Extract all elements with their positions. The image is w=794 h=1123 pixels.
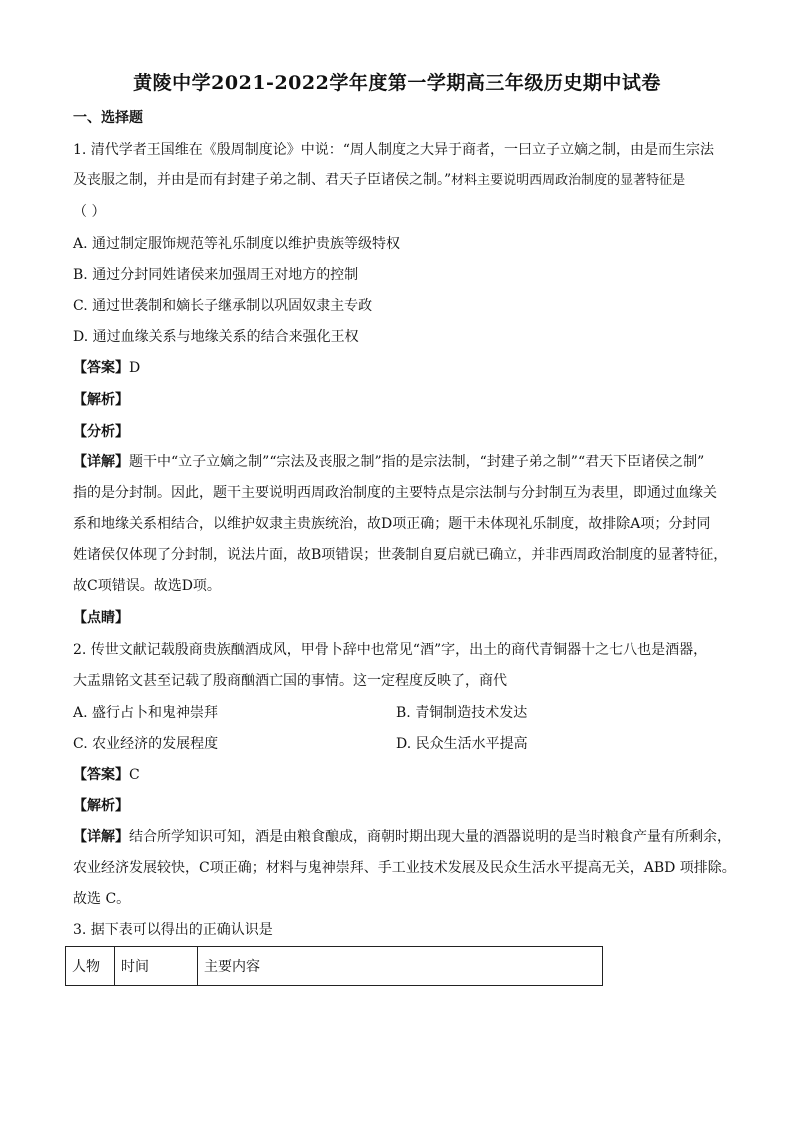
q1-answer-value: D <box>129 360 141 376</box>
q2-option-c: C. 农业经济的发展程度 <box>73 736 219 752</box>
q1-detail-line4: 姓诸侯仅体现了分封制，说法片面，故B项错误；世袭制自夏启就已确立，并非西周政治制度的显著特征， <box>73 547 728 563</box>
q1-detail-line1 <box>73 452 704 472</box>
q1-detail-line2: 指的是分封制。因此，题干主要说明西周政治制度的主要特点是宗法制与分封制互为表里，即通过血缘关 <box>73 485 717 501</box>
q1-option-c: C. 通过世袭制和嫡长子继承制以巩固奴隶主专政 <box>73 298 373 314</box>
q1-detail-line3: 系和地缘关系相结合，以维护奴隶主贵族统治，故D项正确；题干未体现礼乐制度，故排除A项；分封同 <box>73 516 711 532</box>
q2-option-a: A. 盛行占卜和鬼神崇拜 <box>73 705 219 721</box>
q1-stem-quote-end: 及丧服之制，并由是而有封建子弟之制、君天子臣诸侯之制。” <box>73 172 452 188</box>
answer-tag: 【答案】 <box>73 767 129 783</box>
q1-detail-text: 题干中“立子立嫡之制”“宗法及丧服之制”指的是宗法制，“封建子弟之制”“君天下臣诸侯之制” <box>129 454 705 470</box>
q2-detail-text: 结合所学知识可知，酒是由粮食酿成，商朝时期出现大量的酒器说明的是当时粮食产量有所剩余， <box>129 829 731 845</box>
page-title: 黄陵中学2021-2022学年度第一学期高三年级历史期中试卷 <box>133 72 661 94</box>
q2-detail-line2: 农业经济发展较快，C项正确；材料与鬼神崇拜、手工业技术发展及民众生活水平提高无关，ABD 项排除。 <box>73 860 736 876</box>
q2-detail-line3: 故选 C。 <box>73 891 131 907</box>
q2-option-d: D. 民众生活水平提高 <box>396 736 528 752</box>
q2-answer <box>73 765 140 785</box>
q2-stem-line1: 2. 传世文献记载殷商贵族酗酒成风，甲骨卜辞中也常见“酒”字，出土的商代青铜器十之七八也是酒器， <box>73 642 708 658</box>
q3-stem: 3. 据下表可以得出的正确认识是 <box>73 922 273 938</box>
q1-option-d: D. 通过血缘关系与地缘关系的结合来强化王权 <box>73 329 359 345</box>
section-heading: 一、选择题 <box>73 110 143 126</box>
q1-fenxi-tag: 【分析】 <box>73 424 129 440</box>
q1-option-b: B. 通过分封同姓诸侯来加强周王对地方的控制 <box>73 267 359 283</box>
detail-tag: 【详解】 <box>73 454 129 470</box>
q1-dianjing-tag: 【点睛】 <box>73 610 129 626</box>
table-header-row <box>66 947 603 986</box>
q2-stem-line2: 大盂鼎铭文甚至记载了殷商酗酒亡国的事情。这一定程度反映了，商代 <box>73 673 507 689</box>
q1-option-a: A. 通过制定服饰规范等礼乐制度以维护贵族等级特权 <box>73 236 401 252</box>
q2-answer-value: C <box>129 767 140 783</box>
table-header-time: 时间 <box>115 947 198 986</box>
q1-analysis-tag: 【解析】 <box>73 392 129 408</box>
q2-detail-line1 <box>73 827 731 847</box>
q1-stem-question: 材料主要说明西周政治制度的显著特征是 <box>451 173 686 188</box>
answer-tag: 【答案】 <box>73 360 129 376</box>
q2-option-b: B. 青铜制造技术发达 <box>396 705 528 721</box>
q1-answer <box>73 358 140 378</box>
q1-paren: （ ） <box>73 204 106 220</box>
q1-stem-line2 <box>73 170 685 191</box>
table-header-person: 人物 <box>66 947 115 986</box>
q3-table <box>65 946 603 986</box>
table-header-content: 主要内容 <box>198 947 603 986</box>
detail-tag: 【详解】 <box>73 829 129 845</box>
q1-detail-line5: 故C项错误。故选D项。 <box>73 578 221 594</box>
q1-stem-line1: 1. 清代学者王国维在《殷周制度论》中说：“周人制度之大异于商者，一曰立子立嫡之制，由是而生宗法 <box>73 142 714 158</box>
q2-analysis-tag: 【解析】 <box>73 798 129 814</box>
